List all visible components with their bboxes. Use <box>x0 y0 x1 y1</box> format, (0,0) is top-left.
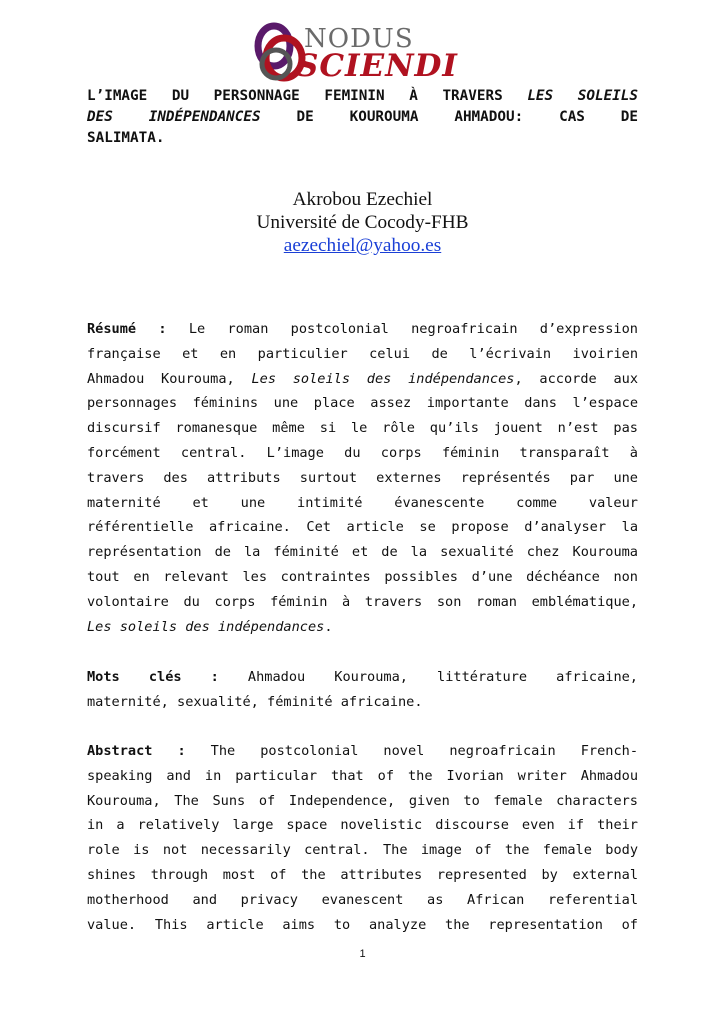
resume-line: référentielle africaine. Cet article se propose d’analyser la <box>87 519 638 536</box>
resume-line-tail: , accorde aux <box>514 370 638 387</box>
resume-line: Le roman postcolonial negroafricain d’expression <box>188 321 638 337</box>
resume-line: tout en relevant les contraintes possibles d’une déchéance non <box>87 568 638 585</box>
resume-line: volontaire du corps féminin à travers son roman emblématique, <box>87 593 638 610</box>
author-affiliation: Université de Cocody-FHB <box>256 212 469 233</box>
resume-label: Résumé : <box>87 321 167 337</box>
journal-logo <box>250 20 458 84</box>
author-email-link[interactable]: aezechiel@yahoo.es <box>283 235 442 256</box>
resume-book-title: Les soleils des indépendances <box>251 370 515 387</box>
abstract-line: speaking and in particular that of the Ivorian writer Ahmadou <box>87 767 638 784</box>
title-book-part-1: LES SOLEILS <box>527 88 638 104</box>
author-block <box>0 188 725 257</box>
abstract-line: value. This article aims to analyze the representation of <box>87 916 638 933</box>
keywords-label: Mots clés : <box>87 669 219 685</box>
abstract-line: in a relatively large space novelistic discourse even if their <box>87 817 638 834</box>
resume-line: maternité et une intimité évanescente comme valeur <box>87 494 638 511</box>
title-line-1: L’IMAGE DU PERSONNAGE FEMININ À TRAVERS <box>87 88 503 104</box>
article-title <box>87 86 638 149</box>
title-book-part-2: DES INDÉPENDANCES <box>87 109 261 125</box>
keywords-line: maternité, sexualité, féminité africaine. <box>87 693 423 710</box>
logo-text-nodus: NODUS <box>304 24 414 54</box>
abstract-line: role is not necessarily central. The image of the female body <box>87 842 638 859</box>
abstract-line: motherhood and privacy evanescent as African referential <box>87 891 638 908</box>
abstract-paragraph <box>87 739 638 937</box>
resume-line: discursif romanesque même si le rôle qu’ils jouent n’est pas <box>87 420 638 437</box>
abstract-line: Kourouma, The Suns of Independence, given to female characters <box>87 792 638 809</box>
resume-line: travers des attributs surtout externes représentés par une <box>87 469 638 486</box>
resume-paragraph <box>87 317 638 639</box>
abstract-label: Abstract : <box>87 743 186 759</box>
resume-line: représentation de la féminité et de la sexualité chez Kourouma <box>87 544 638 561</box>
author-name: Akrobou Ezechiel <box>292 189 433 210</box>
keywords-paragraph <box>87 665 638 715</box>
title-line-2: DE KOUROUMA AHMADOU: CAS DE <box>296 109 639 125</box>
abstract-line: shines through most of the attributes represented by external <box>87 866 638 883</box>
resume-line: forcément central. L’image du corps féminin transparaît à <box>87 444 638 461</box>
resume-book-title: Les soleils des indépendances <box>87 618 325 635</box>
resume-line: personnages féminins une place assez importante dans l’espace <box>87 395 638 412</box>
logo-text-sciendi: SCIENDI <box>296 48 458 84</box>
abstract-line: The postcolonial novel negroafricain French- <box>210 743 638 759</box>
resume-line: française et en particulier celui de l’écrivain ivoirien <box>87 345 638 362</box>
keywords-line: Ahmadou Kourouma, littérature africaine, <box>247 669 638 685</box>
resume-line: Ahmadou Kourouma, <box>87 370 235 387</box>
title-line-3: SALIMATA. <box>87 130 165 146</box>
page-number: 1 <box>359 948 366 960</box>
resume-line: . <box>324 618 333 635</box>
